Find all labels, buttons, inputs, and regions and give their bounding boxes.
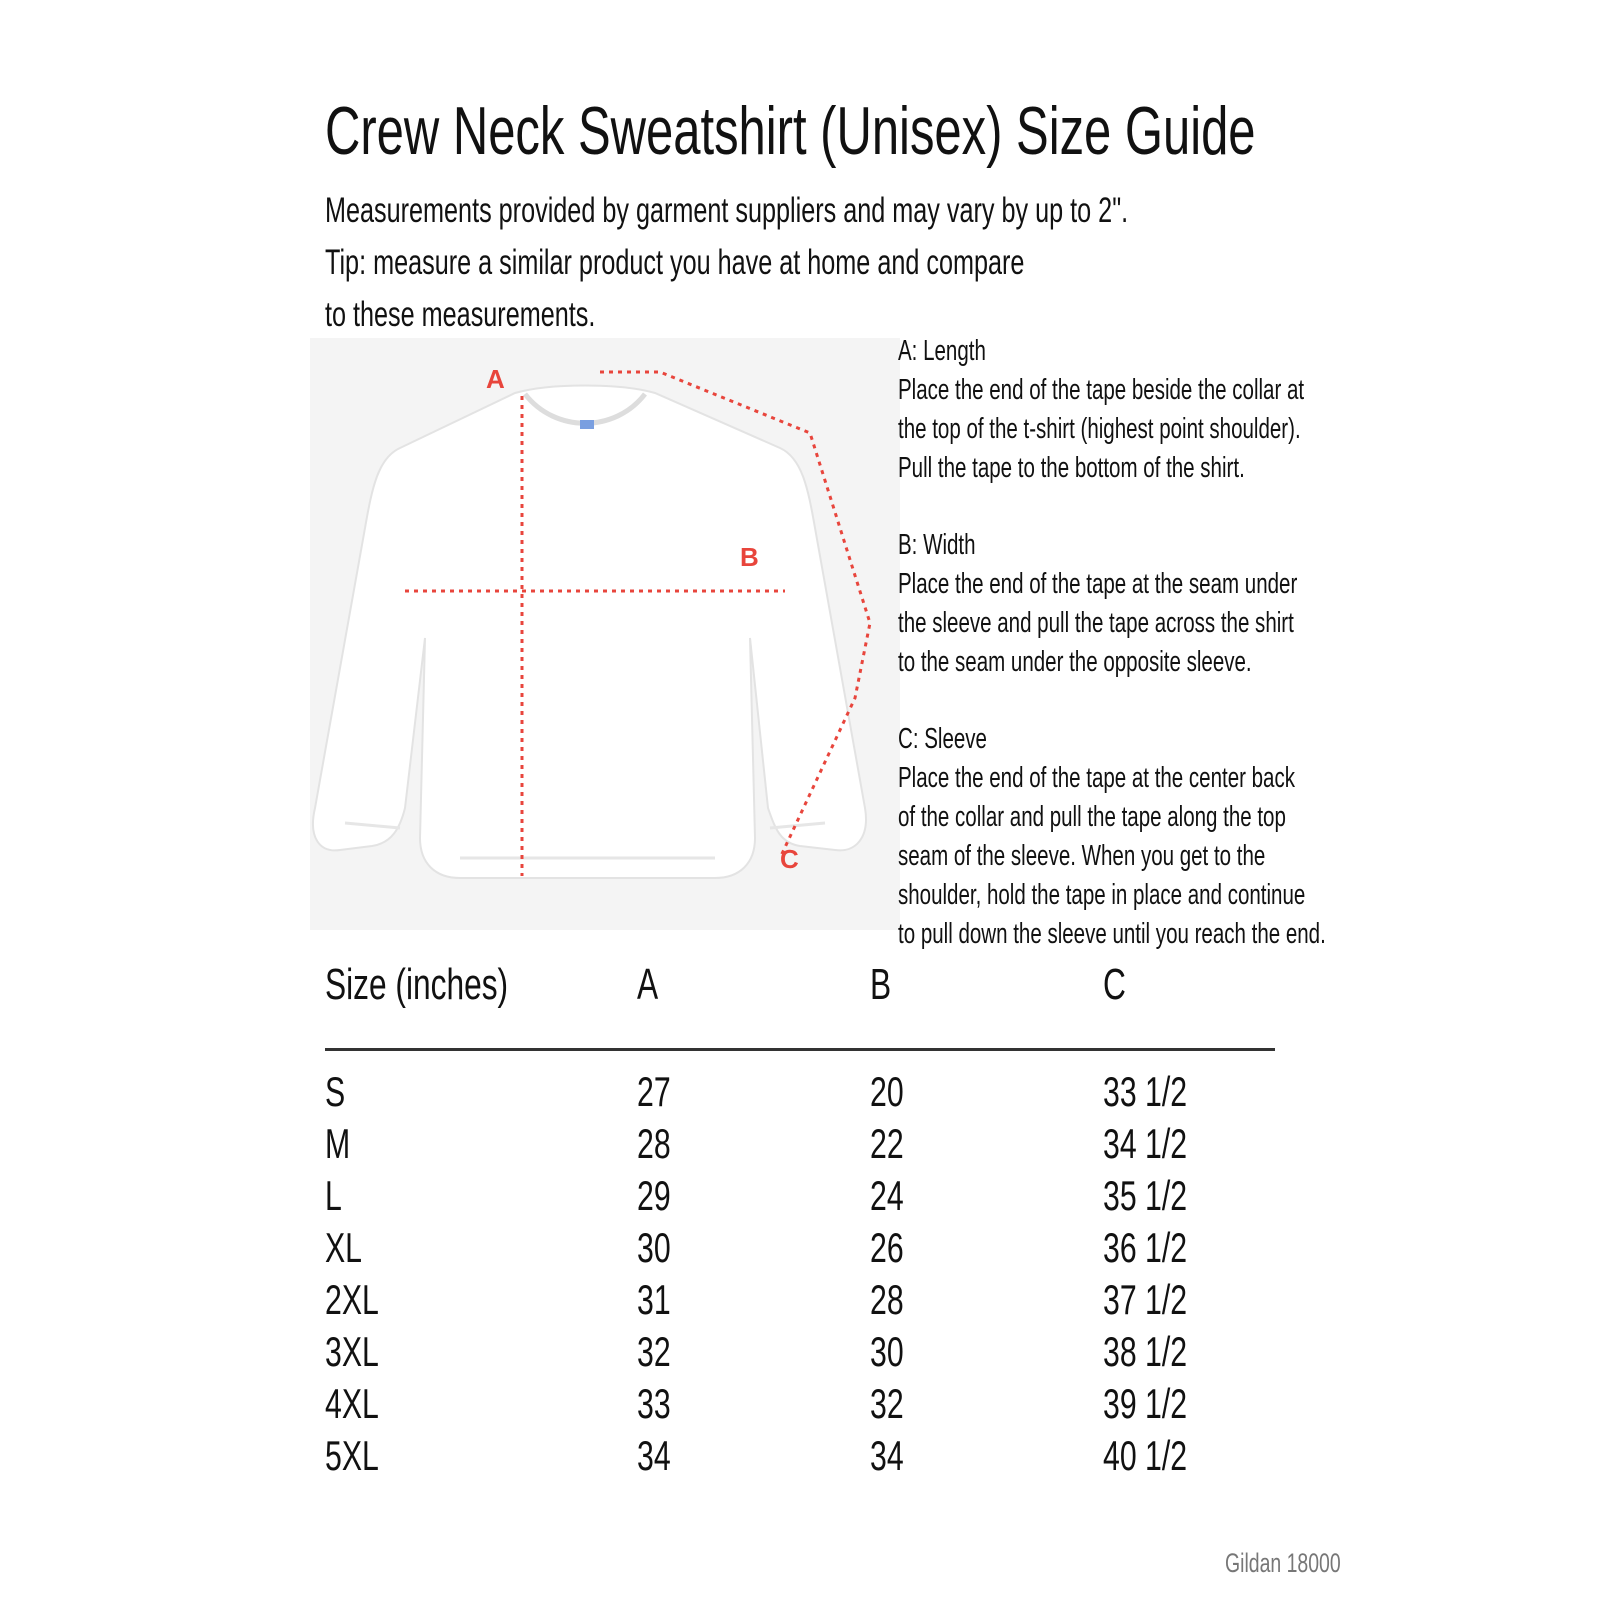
table-cell: S [325,1068,346,1115]
table-row [325,1380,1285,1432]
table-cell: 38 1/2 [1103,1328,1188,1375]
table-cell: 20 [870,1068,904,1115]
table-row [325,1432,1285,1484]
brand-tag-icon [580,420,594,429]
table-row [325,1120,1285,1172]
table-row [325,1328,1285,1380]
measure-width [898,526,1453,682]
measure-heading: C: Sleeve [898,723,987,755]
measure-length [898,332,1462,488]
table-cell: 5XL [325,1432,379,1479]
measure-line: shoulder, hold the tape in place and continue [898,879,1306,911]
table-cell: 4XL [325,1380,379,1427]
table-cell: 39 1/2 [1103,1380,1188,1427]
measure-line: of the collar and pull the tape along the top [898,801,1286,833]
column-header: Size (inches) [325,960,509,1009]
product-code: Gildan 18000 [1225,1548,1341,1578]
measure-line: the top of the t-shirt (highest point shoulder). [898,413,1301,445]
table-cell: 33 1/2 [1103,1068,1188,1115]
sweatshirt-body [313,386,866,879]
measure-line: Place the end of the tape at the seam under [898,568,1298,600]
header-divider [325,1048,1275,1051]
table-cell: 24 [870,1172,904,1219]
table-cell: 34 1/2 [1103,1120,1188,1167]
table-cell: 29 [637,1172,671,1219]
measure-line: to the seam under the opposite sleeve. [898,646,1252,678]
table-row [325,1276,1285,1328]
measure-line: Pull the tape to the bottom of the shirt. [898,452,1245,484]
table-row [325,1224,1285,1276]
intro-line: to these measurements. [325,295,596,334]
table-cell: 26 [870,1224,904,1271]
measure-line: Place the end of the tape beside the collar at [898,374,1305,406]
table-cell: XL [325,1224,362,1271]
table-cell: 32 [637,1328,671,1375]
column-header: B [870,960,892,1009]
table-cell: 28 [637,1120,671,1167]
table-cell: 35 1/2 [1103,1172,1188,1219]
label-b: B [740,542,759,572]
table-cell: 34 [637,1432,671,1479]
table-cell: 3XL [325,1328,379,1375]
table-cell: 32 [870,1380,904,1427]
measure-sleeve [898,720,1492,954]
measure-line: Place the end of the tape at the center back [898,762,1296,794]
table-row [325,1068,1285,1120]
table-cell: 22 [870,1120,904,1167]
measure-line: to pull down the sleeve until you reach the end. [898,918,1326,950]
table-cell: L [325,1172,342,1219]
page-title: Crew Neck Sweatshirt (Unisex) Size Guide [325,93,1256,169]
intro-line: Tip: measure a similar product you have at home and compare [325,243,1025,282]
sweatshirt-diagram [310,338,900,930]
column-header: C [1103,960,1126,1009]
table-cell: 30 [637,1224,671,1271]
table-cell: 34 [870,1432,904,1479]
table-cell: 33 [637,1380,671,1427]
label-c: C [780,844,799,874]
table-header [325,960,1285,1020]
table-cell: 37 1/2 [1103,1276,1188,1323]
column-header: A [637,960,659,1009]
table-cell: 30 [870,1328,904,1375]
table-cell: M [325,1120,351,1167]
measure-line: the sleeve and pull the tape across the shirt [898,607,1294,639]
measure-heading: B: Width [898,529,976,561]
intro-line: Measurements provided by garment suppliers and may vary by up to 2". [325,191,1129,230]
crew-neck-sweatshirt-icon [310,338,900,930]
table-cell: 31 [637,1276,671,1323]
table-cell: 40 1/2 [1103,1432,1188,1479]
table-row [325,1172,1285,1224]
table-cell: 28 [870,1276,904,1323]
table-cell: 27 [637,1068,671,1115]
table-cell: 2XL [325,1276,379,1323]
measure-heading: A: Length [898,335,986,367]
table-cell: 36 1/2 [1103,1224,1188,1271]
label-a: A [486,364,505,394]
intro-text [325,185,1440,341]
measure-line: seam of the sleeve. When you get to the [898,840,1266,872]
